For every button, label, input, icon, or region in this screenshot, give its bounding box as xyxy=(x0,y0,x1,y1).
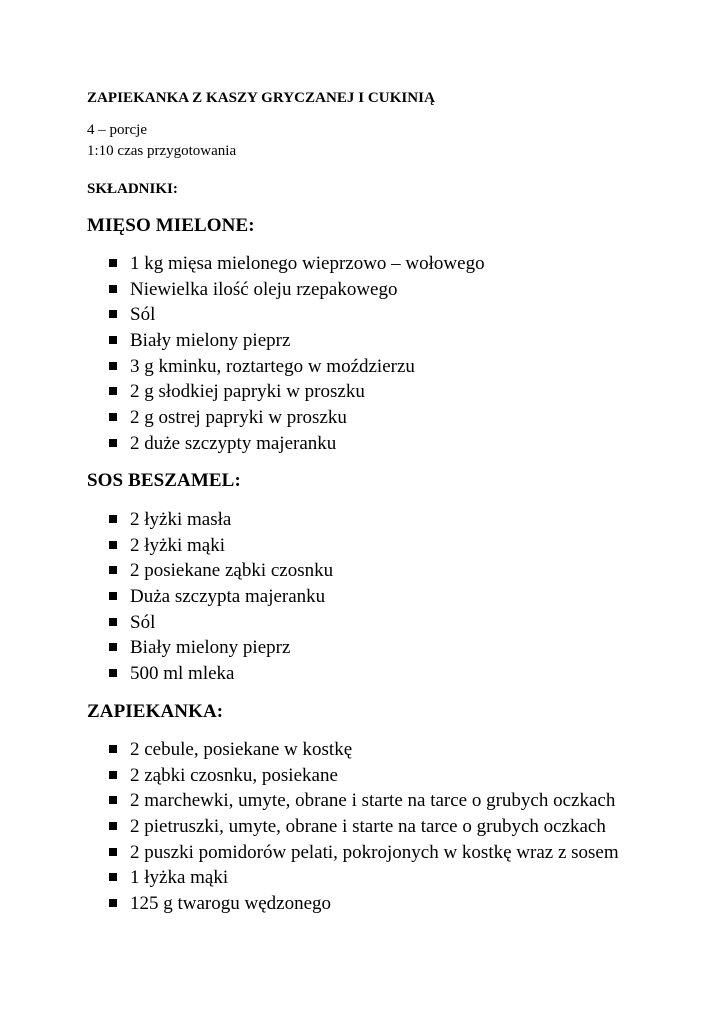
list-item xyxy=(87,584,333,610)
ingredient-list-zapiekanka xyxy=(87,737,619,917)
square-bullet-icon xyxy=(109,566,117,574)
list-item-text: 2 cebule, posiekane w kostkę xyxy=(130,739,353,760)
list-item-text: 2 puszki pomidorów pelati, pokrojonych w kostkę wraz z sosem xyxy=(130,841,619,863)
section-heading-zapiekanka: ZAPIEKANKA: xyxy=(87,701,224,722)
square-bullet-icon xyxy=(109,592,117,600)
list-item-text: 2 marchewki, umyte, obrane i starte na tarce o grubych oczkach xyxy=(130,790,616,812)
list-item xyxy=(87,610,333,636)
square-bullet-icon xyxy=(109,822,117,830)
square-bullet-icon xyxy=(109,515,117,523)
list-item-text: 500 ml mleka xyxy=(130,663,235,685)
list-item-text: 1 kg mięsa mielonego wieprzowo – wołowego xyxy=(130,253,485,274)
square-bullet-icon xyxy=(109,439,117,447)
square-bullet-icon xyxy=(109,745,117,753)
list-item xyxy=(87,328,485,354)
section-heading-mieso-mielone: MIĘSO MIELONE: xyxy=(87,215,255,236)
servings: 4 – porcje xyxy=(87,122,147,138)
list-item xyxy=(87,661,333,687)
ingredient-list-mieso-mielone xyxy=(87,251,485,457)
list-item xyxy=(87,507,333,533)
list-item-text: 2 duże szczypty majeranku xyxy=(130,432,337,454)
list-item xyxy=(87,788,619,814)
list-item xyxy=(87,251,485,277)
list-item xyxy=(87,891,619,917)
square-bullet-icon xyxy=(109,873,117,881)
list-item-text: 2 łyżki masła xyxy=(130,509,232,530)
square-bullet-icon xyxy=(109,771,117,779)
list-item-text: 125 g twarogu wędzonego xyxy=(130,893,332,915)
square-bullet-icon xyxy=(109,848,117,856)
list-item xyxy=(87,405,485,431)
list-item-text: Biały mielony pieprz xyxy=(130,637,291,659)
square-bullet-icon xyxy=(109,285,117,293)
square-bullet-icon xyxy=(109,643,117,651)
list-item-text: 3 g kminku, roztartego w moździerzu xyxy=(130,355,415,377)
square-bullet-icon xyxy=(109,796,117,804)
list-item-text: Duża szczypta majeranku xyxy=(130,586,326,608)
square-bullet-icon xyxy=(109,899,117,907)
list-item xyxy=(87,763,619,789)
list-item-text: 2 posiekane ząbki czosnku xyxy=(130,560,334,582)
square-bullet-icon xyxy=(109,336,117,344)
list-item-text: 2 g ostrej papryki w proszku xyxy=(130,407,347,429)
square-bullet-icon xyxy=(109,259,117,267)
prep-time: 1:10 czas przygotowania xyxy=(87,143,237,159)
square-bullet-icon xyxy=(109,669,117,677)
list-item-text: Sól xyxy=(130,611,156,633)
list-item xyxy=(87,865,619,891)
list-item xyxy=(87,533,333,559)
list-item-text: Biały mielony pieprz xyxy=(130,330,291,352)
list-item xyxy=(87,635,333,661)
section-heading-sos-beszamel: SOS BESZAMEL: xyxy=(87,470,241,491)
square-bullet-icon xyxy=(109,618,117,626)
list-item-text: 2 ząbki czosnku, posiekane xyxy=(130,764,338,786)
list-item xyxy=(87,431,485,457)
square-bullet-icon xyxy=(109,541,117,549)
list-item-text: 2 g słodkiej papryki w proszku xyxy=(130,381,365,403)
list-item-text: 2 pietruszki, umyte, obrane i starte na tarce o grubych oczkach xyxy=(130,816,606,838)
list-item xyxy=(87,737,619,763)
list-item xyxy=(87,354,485,380)
square-bullet-icon xyxy=(109,310,117,318)
list-item-text: 1 łyżka mąki xyxy=(130,867,229,889)
ingredients-heading: SKŁADNIKI: xyxy=(87,181,178,197)
list-item xyxy=(87,558,333,584)
list-item xyxy=(87,814,619,840)
list-item xyxy=(87,840,619,866)
list-item xyxy=(87,302,485,328)
list-item-text: Niewielka ilość oleju rzepakowego xyxy=(130,278,398,300)
list-item xyxy=(87,277,485,303)
ingredient-list-sos-beszamel xyxy=(87,507,333,687)
square-bullet-icon xyxy=(109,362,117,370)
list-item-text: 2 łyżki mąki xyxy=(130,534,225,556)
recipe-title: ZAPIEKANKA Z KASZY GRYCZANEJ I CUKINIĄ xyxy=(87,90,435,106)
list-item-text: Sól xyxy=(130,304,156,326)
square-bullet-icon xyxy=(109,387,117,395)
square-bullet-icon xyxy=(109,413,117,421)
list-item xyxy=(87,379,485,405)
